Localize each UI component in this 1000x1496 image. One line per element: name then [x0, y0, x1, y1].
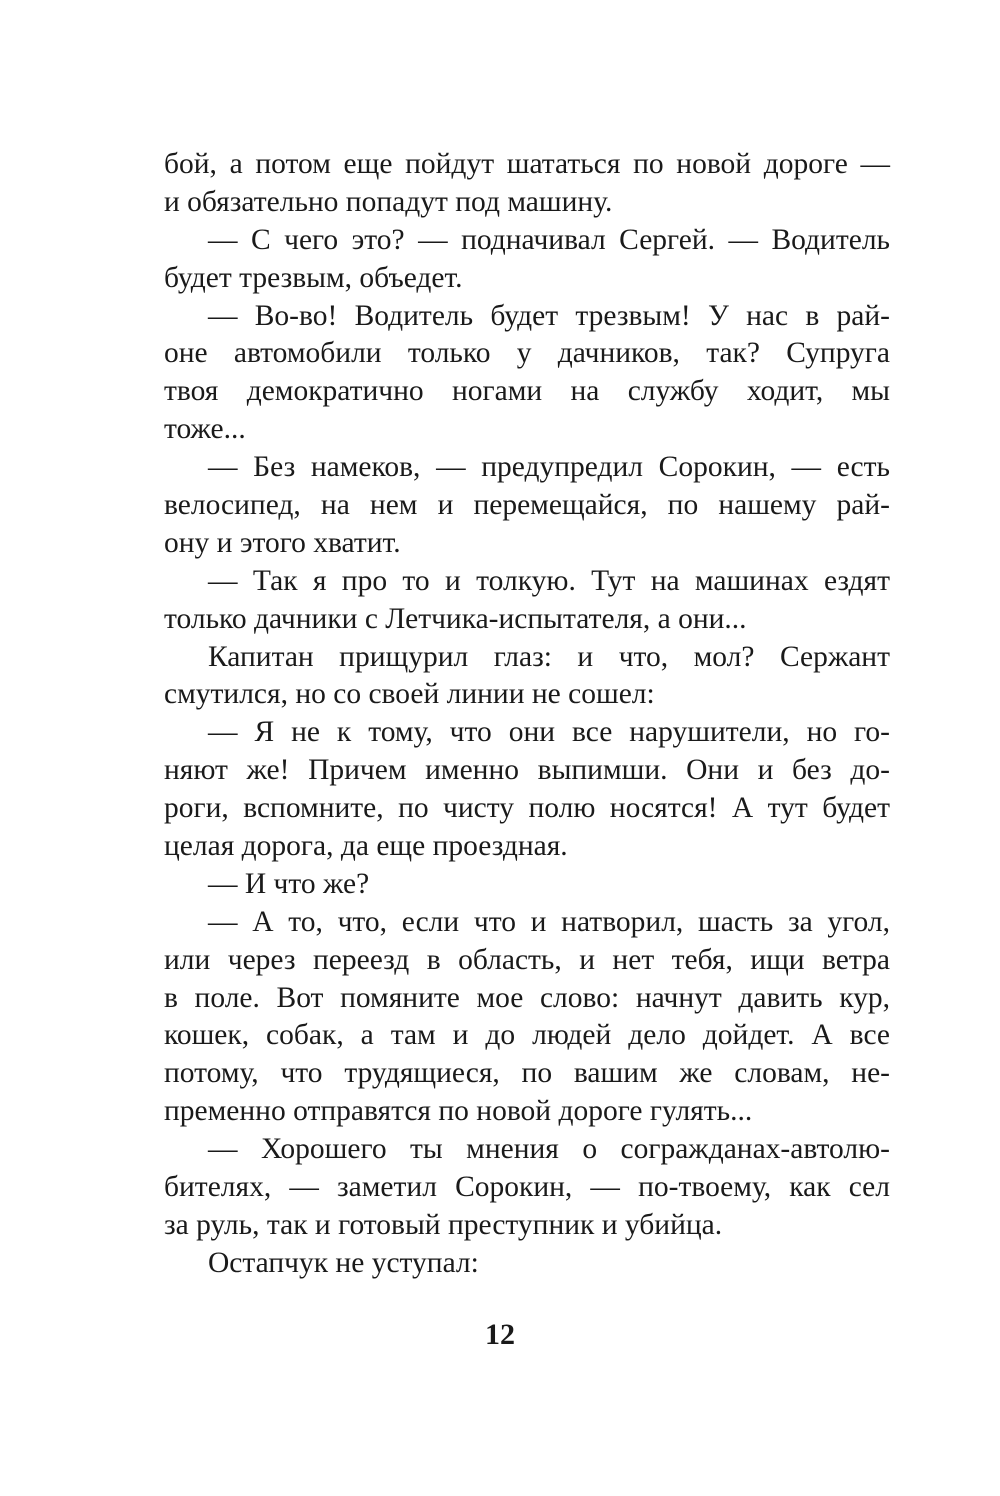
text-line: в поле. Вот помяните мое слово: начнут давить кур,: [164, 981, 890, 1014]
text-line: — Я не к тому, что они все нарушители, но го-: [208, 716, 890, 749]
text-line: оне автомобили только у дачников, так? Супруга: [164, 337, 890, 370]
text-line: и обязательно попадут под машину.: [164, 185, 613, 218]
text-line: смутился, но со своей линии не сошел:: [164, 678, 655, 711]
text-line: бителях, — заметил Сорокин, — по-твоему, как сел: [164, 1171, 890, 1204]
text-line: велосипед, на нем и перемещайся, по нашему рай-: [164, 489, 890, 522]
text-line: — А то, что, если что и натворил, шасть за угол,: [208, 905, 890, 938]
text-line: — Так я про то и толкую. Тут на машинах ездят: [208, 564, 890, 597]
text-line: — И что же?: [208, 867, 370, 900]
text-line: будет трезвым, объедет.: [164, 261, 463, 294]
text-line: — Хорошего ты мнения о согражданах-автолю-: [208, 1133, 890, 1166]
text-line: пременно отправятся по новой дороге гулять...: [164, 1095, 753, 1128]
text-line: тоже...: [164, 413, 246, 446]
text-line: за руль, так и готовый преступник и убийца.: [164, 1208, 723, 1241]
text-line: Капитан прищурил глаз: и что, мол? Сержант: [208, 640, 890, 673]
text-line: — С чего это? — подначивал Сергей. — Водитель: [208, 223, 890, 256]
text-line: Остапчук не уступал:: [208, 1246, 479, 1279]
text-line: целая дорога, да еще проездная.: [164, 830, 568, 863]
text-line: твоя демократично ногами на службу ходит, мы: [164, 375, 890, 408]
text-line: — Во-во! Водитель будет трезвым! У нас в рай-: [208, 299, 890, 332]
text-line: или через переезд в область, и нет тебя, ищи ветра: [164, 943, 890, 976]
text-line: только дачники с Летчика-испытателя, а они...: [164, 602, 747, 635]
text-line: — Без намеков, — предупредил Сорокин, — есть: [208, 451, 890, 484]
page-number: 12: [485, 1318, 515, 1351]
page-text: [164, 146, 890, 1283]
text-line: роги, вспомните, по чисту полю носятся! А тут будет: [164, 792, 890, 825]
text-line: кошек, собак, а там и до людей дело дойдет. А все: [164, 1019, 890, 1052]
text-line: потому, что трудящиеся, по вашим же словам, не-: [164, 1057, 890, 1090]
text-line: бой, а потом еще пойдут шататься по новой дороге —: [164, 148, 890, 180]
text-line: ону и этого хватит.: [164, 526, 401, 559]
text-line: няют же! Причем именно выпимши. Они и без до-: [164, 754, 890, 787]
